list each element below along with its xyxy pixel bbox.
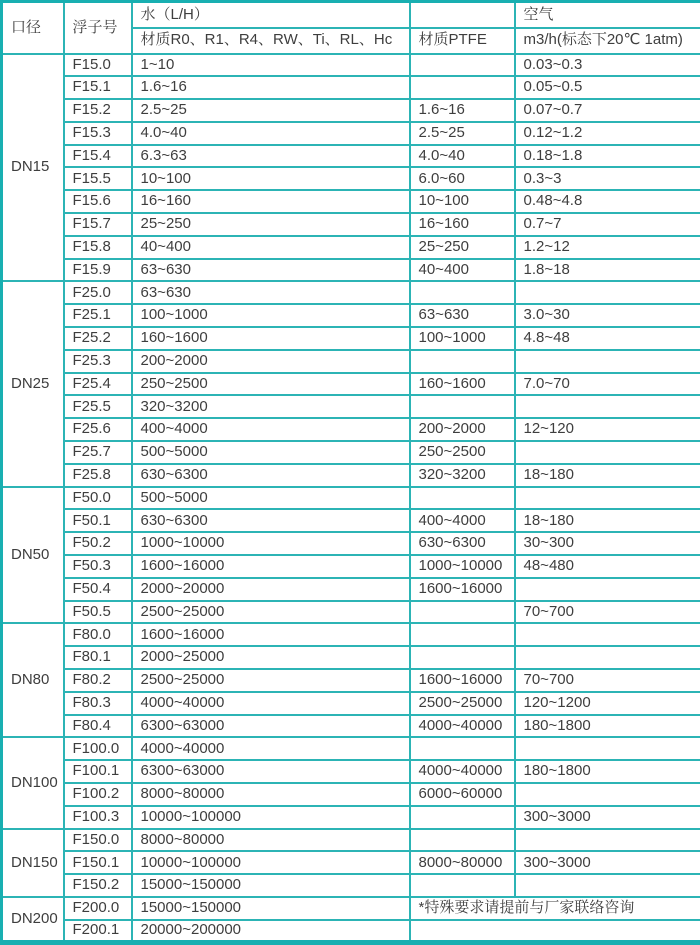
water-range-cell: 100~1000 xyxy=(132,304,410,327)
table-row xyxy=(2,783,700,806)
table-row xyxy=(2,601,700,624)
ptfe-range-cell: 63~630 xyxy=(410,304,515,327)
float-number-cell: F100.0 xyxy=(64,737,132,760)
table-row xyxy=(2,532,700,555)
table-row xyxy=(2,829,700,852)
water-range-cell: 2000~20000 xyxy=(132,578,410,601)
water-range-cell: 6.3~63 xyxy=(132,145,410,168)
table-row xyxy=(2,213,700,236)
ptfe-range-cell: 16~160 xyxy=(410,213,515,236)
float-number-cell: F200.0 xyxy=(64,897,132,920)
ptfe-range-cell: 10~100 xyxy=(410,190,515,213)
water-range-cell: 2.5~25 xyxy=(132,99,410,122)
water-range-cell: 1.6~16 xyxy=(132,76,410,99)
float-number-cell: F150.1 xyxy=(64,851,132,874)
float-number-cell: F100.1 xyxy=(64,760,132,783)
float-number-cell: F80.4 xyxy=(64,715,132,738)
float-number-cell: F15.6 xyxy=(64,190,132,213)
float-number-cell: F80.3 xyxy=(64,692,132,715)
header-water-title: 水（L/H） xyxy=(132,2,410,28)
ptfe-range-cell: 4000~40000 xyxy=(410,715,515,738)
float-number-cell: F25.8 xyxy=(64,464,132,487)
float-number-cell: F15.8 xyxy=(64,236,132,259)
air-range-cell xyxy=(515,487,700,510)
diameter-cell: DN150 xyxy=(2,829,64,897)
table-row xyxy=(2,167,700,190)
ptfe-range-cell: 4000~40000 xyxy=(410,760,515,783)
diameter-cell: DN200 xyxy=(2,897,64,943)
float-number-cell: F25.0 xyxy=(64,281,132,304)
float-number-cell: F15.3 xyxy=(64,122,132,145)
float-number-cell: F100.2 xyxy=(64,783,132,806)
air-range-cell: 30~300 xyxy=(515,532,700,555)
float-number-cell: F50.0 xyxy=(64,487,132,510)
water-range-cell: 16~160 xyxy=(132,190,410,213)
air-range-cell: 180~1800 xyxy=(515,760,700,783)
float-number-cell: F25.6 xyxy=(64,418,132,441)
water-range-cell: 15000~150000 xyxy=(132,897,410,920)
water-range-cell: 8000~80000 xyxy=(132,783,410,806)
water-range-cell: 160~1600 xyxy=(132,327,410,350)
air-range-cell: 300~3000 xyxy=(515,851,700,874)
ptfe-range-cell: 6.0~60 xyxy=(410,167,515,190)
float-number-cell: F25.1 xyxy=(64,304,132,327)
ptfe-range-cell xyxy=(410,350,515,373)
water-range-cell: 200~2000 xyxy=(132,350,410,373)
ptfe-range-cell: 25~250 xyxy=(410,236,515,259)
table-body xyxy=(2,54,700,943)
ptfe-range-cell: 40~400 xyxy=(410,259,515,282)
float-number-cell: F80.1 xyxy=(64,646,132,669)
table-row xyxy=(2,920,700,943)
water-range-cell: 4000~40000 xyxy=(132,737,410,760)
float-number-cell: F25.2 xyxy=(64,327,132,350)
table-row xyxy=(2,122,700,145)
air-range-cell: 12~120 xyxy=(515,418,700,441)
table-row xyxy=(2,54,700,77)
table-row xyxy=(2,395,700,418)
ptfe-range-cell: 320~3200 xyxy=(410,464,515,487)
water-range-cell: 8000~80000 xyxy=(132,829,410,852)
water-range-cell: 63~630 xyxy=(132,259,410,282)
table-row xyxy=(2,99,700,122)
water-range-cell: 400~4000 xyxy=(132,418,410,441)
table-row xyxy=(2,760,700,783)
table-row xyxy=(2,578,700,601)
table-row xyxy=(2,236,700,259)
float-number-cell: F80.0 xyxy=(64,623,132,646)
water-range-cell: 6300~63000 xyxy=(132,715,410,738)
ptfe-range-cell xyxy=(410,623,515,646)
diameter-cell: DN50 xyxy=(2,487,64,624)
table-row xyxy=(2,874,700,897)
ptfe-range-cell: 6000~60000 xyxy=(410,783,515,806)
air-range-cell: 0.48~4.8 xyxy=(515,190,700,213)
table-row xyxy=(2,897,700,920)
header-material-main: 材质R0、R1、R4、RW、Ti、RL、Hc xyxy=(132,28,410,54)
water-range-cell: 320~3200 xyxy=(132,395,410,418)
table-row xyxy=(2,145,700,168)
float-number-cell: F50.3 xyxy=(64,555,132,578)
float-number-cell: F15.9 xyxy=(64,259,132,282)
water-range-cell: 25~250 xyxy=(132,213,410,236)
water-range-cell: 40~400 xyxy=(132,236,410,259)
factory-note-cell: *特殊要求请提前与厂家联络咨询 xyxy=(410,897,700,920)
table-row xyxy=(2,190,700,213)
table-row xyxy=(2,418,700,441)
water-range-cell: 10000~100000 xyxy=(132,851,410,874)
ptfe-range-cell xyxy=(410,54,515,77)
float-number-cell: F150.0 xyxy=(64,829,132,852)
water-range-cell: 1000~10000 xyxy=(132,532,410,555)
ptfe-range-cell: 2500~25000 xyxy=(410,692,515,715)
air-range-cell: 0.03~0.3 xyxy=(515,54,700,77)
ptfe-range-cell: 1600~16000 xyxy=(410,578,515,601)
header-diameter: 口径 xyxy=(2,2,64,54)
ptfe-range-cell xyxy=(410,487,515,510)
ptfe-range-cell: 160~1600 xyxy=(410,373,515,396)
water-range-cell: 63~630 xyxy=(132,281,410,304)
air-range-cell: 0.05~0.5 xyxy=(515,76,700,99)
diameter-cell: DN100 xyxy=(2,737,64,828)
float-number-cell: F15.2 xyxy=(64,99,132,122)
ptfe-range-cell xyxy=(410,829,515,852)
header-air-unit: m3/h(标态下20℃ 1atm) xyxy=(515,28,700,54)
ptfe-range-cell xyxy=(410,76,515,99)
ptfe-range-cell: 1600~16000 xyxy=(410,669,515,692)
ptfe-range-cell xyxy=(410,737,515,760)
water-range-cell: 2500~25000 xyxy=(132,601,410,624)
air-range-cell: 1.2~12 xyxy=(515,236,700,259)
air-range-cell: 0.07~0.7 xyxy=(515,99,700,122)
table-header xyxy=(2,2,700,54)
diameter-cell: DN25 xyxy=(2,281,64,486)
air-range-cell: 18~180 xyxy=(515,509,700,532)
air-range-cell: 0.18~1.8 xyxy=(515,145,700,168)
float-number-cell: F100.3 xyxy=(64,806,132,829)
air-range-cell xyxy=(515,874,700,897)
table-row xyxy=(2,487,700,510)
water-range-cell: 2000~25000 xyxy=(132,646,410,669)
float-number-cell: F80.2 xyxy=(64,669,132,692)
water-range-cell: 1~10 xyxy=(132,54,410,77)
float-number-cell: F15.4 xyxy=(64,145,132,168)
air-range-cell: 4.8~48 xyxy=(515,327,700,350)
air-range-cell xyxy=(515,737,700,760)
water-range-cell: 630~6300 xyxy=(132,509,410,532)
ptfe-range-cell: 250~2500 xyxy=(410,441,515,464)
float-number-cell: F25.5 xyxy=(64,395,132,418)
air-range-cell xyxy=(515,395,700,418)
air-range-cell xyxy=(515,441,700,464)
table-row xyxy=(2,259,700,282)
water-range-cell: 630~6300 xyxy=(132,464,410,487)
water-range-cell: 250~2500 xyxy=(132,373,410,396)
diameter-cell: DN80 xyxy=(2,623,64,737)
float-number-cell: F200.1 xyxy=(64,920,132,943)
float-number-cell: F15.7 xyxy=(64,213,132,236)
float-number-cell: F50.2 xyxy=(64,532,132,555)
table-row xyxy=(2,851,700,874)
float-number-cell: F50.1 xyxy=(64,509,132,532)
float-number-cell: F50.5 xyxy=(64,601,132,624)
float-number-cell: F50.4 xyxy=(64,578,132,601)
air-range-cell: 0.12~1.2 xyxy=(515,122,700,145)
ptfe-range-cell: 200~2000 xyxy=(410,418,515,441)
float-number-cell: F150.2 xyxy=(64,874,132,897)
ptfe-range-cell xyxy=(410,806,515,829)
ptfe-range-cell xyxy=(410,601,515,624)
ptfe-range-cell xyxy=(410,281,515,304)
air-range-cell: 0.7~7 xyxy=(515,213,700,236)
ptfe-range-cell xyxy=(410,646,515,669)
diameter-cell: DN15 xyxy=(2,54,64,282)
water-range-cell: 20000~200000 xyxy=(132,920,410,943)
ptfe-range-cell: 8000~80000 xyxy=(410,851,515,874)
air-range-cell: 300~3000 xyxy=(515,806,700,829)
header-material-ptfe: 材质PTFE xyxy=(410,28,515,54)
air-range-cell: 120~1200 xyxy=(515,692,700,715)
table-row xyxy=(2,76,700,99)
table-row xyxy=(2,304,700,327)
water-range-cell: 4.0~40 xyxy=(132,122,410,145)
water-range-cell: 15000~150000 xyxy=(132,874,410,897)
air-range-cell: 0.3~3 xyxy=(515,167,700,190)
air-range-cell: 1.8~18 xyxy=(515,259,700,282)
water-range-cell: 10000~100000 xyxy=(132,806,410,829)
water-range-cell: 10~100 xyxy=(132,167,410,190)
air-range-cell xyxy=(515,646,700,669)
air-range-cell: 48~480 xyxy=(515,555,700,578)
ptfe-range-cell: 400~4000 xyxy=(410,509,515,532)
air-range-cell xyxy=(515,783,700,806)
table-row xyxy=(2,646,700,669)
table-row xyxy=(2,464,700,487)
table-row xyxy=(2,373,700,396)
air-range-cell xyxy=(515,350,700,373)
air-range-cell: 70~700 xyxy=(515,601,700,624)
table-row xyxy=(2,350,700,373)
table-row xyxy=(2,555,700,578)
air-range-cell xyxy=(515,578,700,601)
ptfe-range-cell xyxy=(410,874,515,897)
water-range-cell: 500~5000 xyxy=(132,441,410,464)
air-range-cell: 18~180 xyxy=(515,464,700,487)
ptfe-range-cell: 1000~10000 xyxy=(410,555,515,578)
table-row xyxy=(2,327,700,350)
float-number-cell: F15.5 xyxy=(64,167,132,190)
ptfe-range-cell xyxy=(410,395,515,418)
air-range-cell: 180~1800 xyxy=(515,715,700,738)
ptfe-range-cell: 1.6~16 xyxy=(410,99,515,122)
ptfe-range-cell: 2.5~25 xyxy=(410,122,515,145)
ptfe-range-cell: 630~6300 xyxy=(410,532,515,555)
float-number-cell: F25.4 xyxy=(64,373,132,396)
table-row xyxy=(2,806,700,829)
table-row xyxy=(2,669,700,692)
ptfe-range-cell: 100~1000 xyxy=(410,327,515,350)
air-range-cell xyxy=(515,281,700,304)
water-range-cell: 1600~16000 xyxy=(132,623,410,646)
water-range-cell: 6300~63000 xyxy=(132,760,410,783)
air-range-cell: 70~700 xyxy=(515,669,700,692)
float-number-cell: F15.1 xyxy=(64,76,132,99)
air-range-cell xyxy=(515,829,700,852)
air-range-cell: 7.0~70 xyxy=(515,373,700,396)
float-number-cell: F25.7 xyxy=(64,441,132,464)
ptfe-range-cell: 4.0~40 xyxy=(410,145,515,168)
air-range-cell: 3.0~30 xyxy=(515,304,700,327)
air-range-cell xyxy=(515,623,700,646)
water-range-cell: 1600~16000 xyxy=(132,555,410,578)
table-row xyxy=(2,692,700,715)
table-row xyxy=(2,441,700,464)
header-water-spacer xyxy=(410,2,515,28)
float-number-cell: F25.3 xyxy=(64,350,132,373)
water-range-cell: 4000~40000 xyxy=(132,692,410,715)
table-row xyxy=(2,509,700,532)
table-row xyxy=(2,623,700,646)
table-row xyxy=(2,281,700,304)
header-float-number: 浮子号 xyxy=(64,2,132,54)
header-air-title: 空气 xyxy=(515,2,700,28)
water-range-cell: 2500~25000 xyxy=(132,669,410,692)
factory-note-cell xyxy=(410,920,700,943)
header-row-1 xyxy=(2,2,700,28)
table-row xyxy=(2,737,700,760)
water-range-cell: 500~5000 xyxy=(132,487,410,510)
table-row xyxy=(2,715,700,738)
float-number-cell: F15.0 xyxy=(64,54,132,77)
